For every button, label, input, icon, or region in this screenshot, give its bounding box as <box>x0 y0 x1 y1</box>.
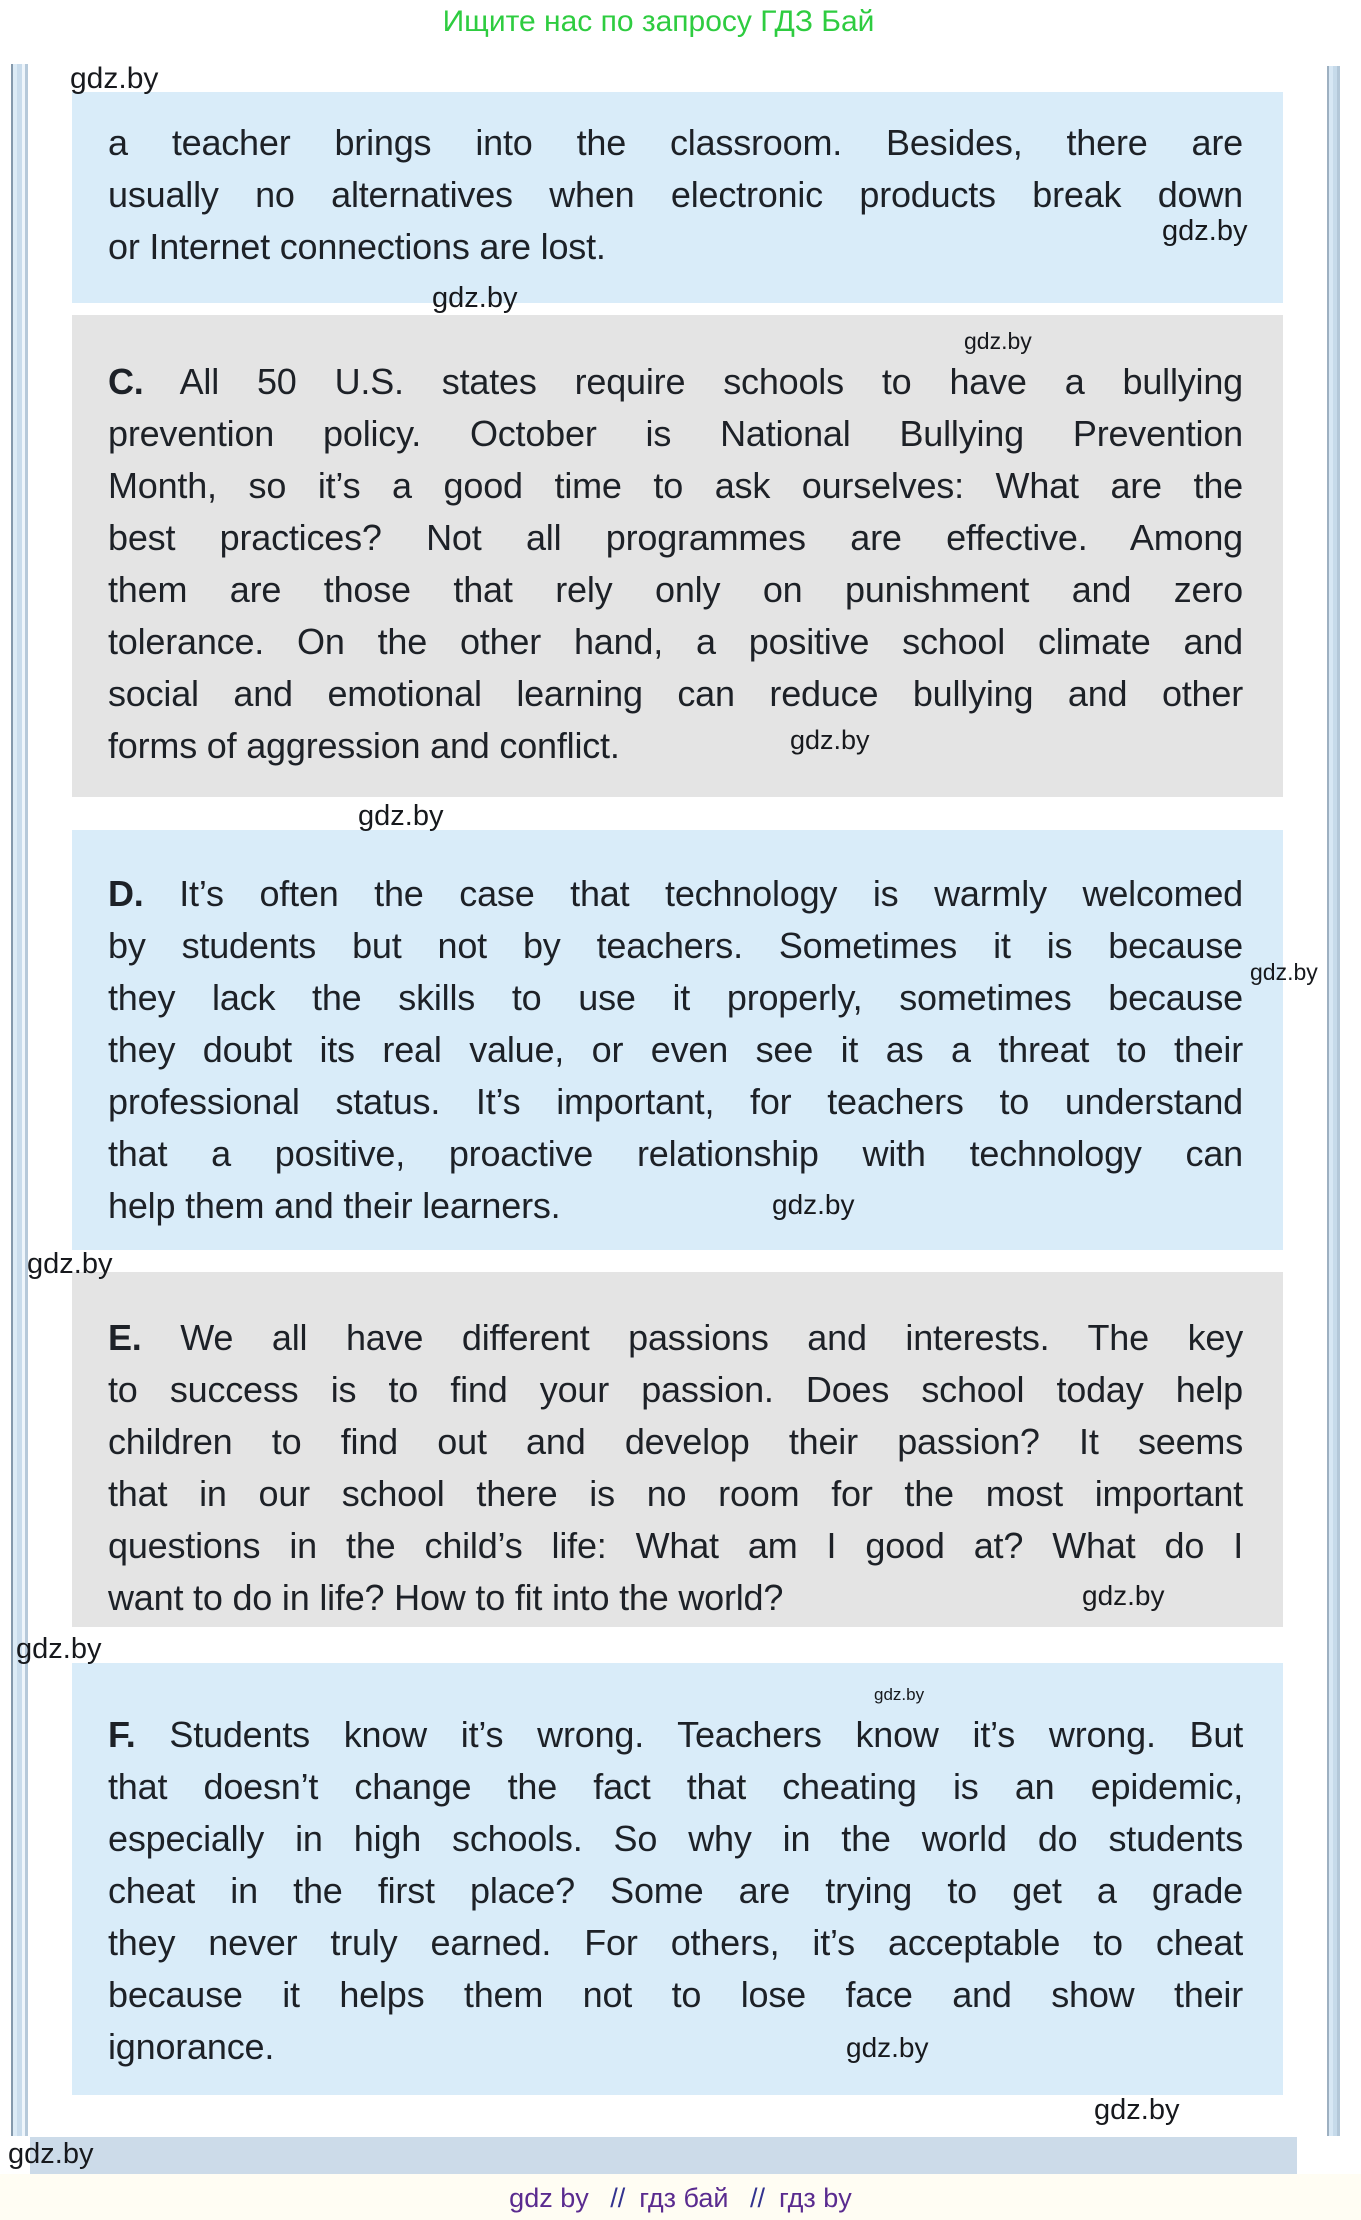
text-line: that doesn’t change the fact that cheating is an epidemic, <box>108 1766 1243 1807</box>
footer-separator: // <box>750 2183 766 2213</box>
text-line: especially in high schools. So why in the world do students <box>108 1818 1243 1859</box>
text-line: social and emotional learning can reduce bullying and other <box>108 673 1243 714</box>
watermark-gdzby: gdz.by <box>964 328 1032 354</box>
text-line: D. It’s often the case that technology is warmly welcomed <box>108 873 1243 914</box>
watermark-gdzby: gdz.by <box>1250 959 1318 985</box>
text-line: them are those that rely only on punishment and zero <box>108 569 1243 610</box>
text-line: E. We all have different passions and interests. The key <box>108 1317 1243 1358</box>
watermark-gdzby: gdz.by <box>772 1189 855 1220</box>
right-decor-bar <box>1327 66 1340 2136</box>
watermark-gdzby: gdz.by <box>1082 1580 1165 1611</box>
watermark-gdzby: gdz.by <box>8 2138 94 2170</box>
text-line: questions in the child’s life: What am I good at? What do I <box>108 1525 1243 1566</box>
text-line: children to find out and develop their passion? It seems <box>108 1421 1243 1462</box>
text-line: help them and their learners. <box>108 1185 561 1226</box>
watermark-gdzby: gdz.by <box>874 1685 925 1704</box>
paragraph-block-e <box>72 1272 1283 1627</box>
watermark-gdzby: gdz.by <box>1162 215 1248 247</box>
text-line: ignorance. <box>108 2026 275 2067</box>
text-line: forms of aggression and conflict. <box>108 725 620 766</box>
text-line: tolerance. On the other hand, a positive school climate and <box>108 621 1243 662</box>
paragraph-letter-label: D. <box>108 873 144 914</box>
paragraph-letter-label: F. <box>108 1714 136 1755</box>
text-line: want to do in life? How to fit into the world? <box>108 1577 784 1618</box>
paragraph-letter-label: E. <box>108 1317 142 1358</box>
footer-term: гдз by <box>779 2183 852 2213</box>
text-line: F. Students know it’s wrong. Teachers know it’s wrong. But <box>108 1714 1243 1755</box>
watermark-gdzby: gdz.by <box>432 282 518 314</box>
paragraph-block-f <box>72 1663 1283 2095</box>
text-line: a teacher brings into the classroom. Besides, there are <box>108 122 1243 163</box>
footer-term: gdz by <box>509 2183 589 2213</box>
paragraph-block-intro-b <box>72 92 1283 303</box>
footer-search-terms <box>0 2183 1361 2214</box>
paragraph-letter-label: C. <box>108 361 144 402</box>
text-line: prevention policy. October is National Bullying Prevention <box>108 413 1243 454</box>
text-line: because it helps them not to lose face and show their <box>108 1974 1243 2015</box>
text-line: they never truly earned. For others, it’s acceptable to cheat <box>108 1922 1243 1963</box>
text-line: C. All 50 U.S. states require schools to have a bullying <box>108 361 1243 402</box>
text-line: that a positive, proactive relationship with technology can <box>108 1133 1243 1174</box>
watermark-gdzby: gdz.by <box>790 725 870 755</box>
text-line: professional status. It’s important, for teachers to understand <box>108 1081 1243 1122</box>
text-line: usually no alternatives when electronic products break down <box>108 174 1243 215</box>
watermark-gdzby: gdz.by <box>27 1248 113 1280</box>
footer-term: гдз бай <box>639 2183 729 2213</box>
text-line: cheat in the first place? Some are trying to get a grade <box>108 1870 1243 1911</box>
watermark-gdzby: gdz.by <box>16 1633 102 1665</box>
text-line: best practices? Not all programmes are effective. Among <box>108 517 1243 558</box>
header-note: Ищите нас по запросу ГДЗ Бай <box>442 5 875 38</box>
watermark-gdzby: gdz.by <box>1094 2094 1180 2126</box>
text-line: or Internet connections are lost. <box>108 226 606 267</box>
paragraph-block-d <box>72 830 1283 1250</box>
watermark-gdzby: gdz.by <box>70 62 159 95</box>
text-line: Month, so it’s a good time to ask ourselves: What are the <box>108 465 1243 506</box>
footer-separator: // <box>610 2183 626 2213</box>
text-line: to success is to find your passion. Does school today help <box>108 1369 1243 1410</box>
text-line: by students but not by teachers. Sometimes it is because <box>108 925 1243 966</box>
bottom-decor-bar <box>30 2137 1297 2174</box>
text-line: that in our school there is no room for the most important <box>108 1473 1243 1514</box>
text-line: they lack the skills to use it properly, sometimes because <box>108 977 1243 1018</box>
watermark-gdzby: gdz.by <box>358 800 444 832</box>
text-line: they doubt its real value, or even see it as a threat to their <box>108 1029 1243 1070</box>
watermark-gdzby: gdz.by <box>846 2032 929 2063</box>
left-decor-bar <box>11 64 28 2136</box>
paragraph-block-c <box>72 315 1283 797</box>
